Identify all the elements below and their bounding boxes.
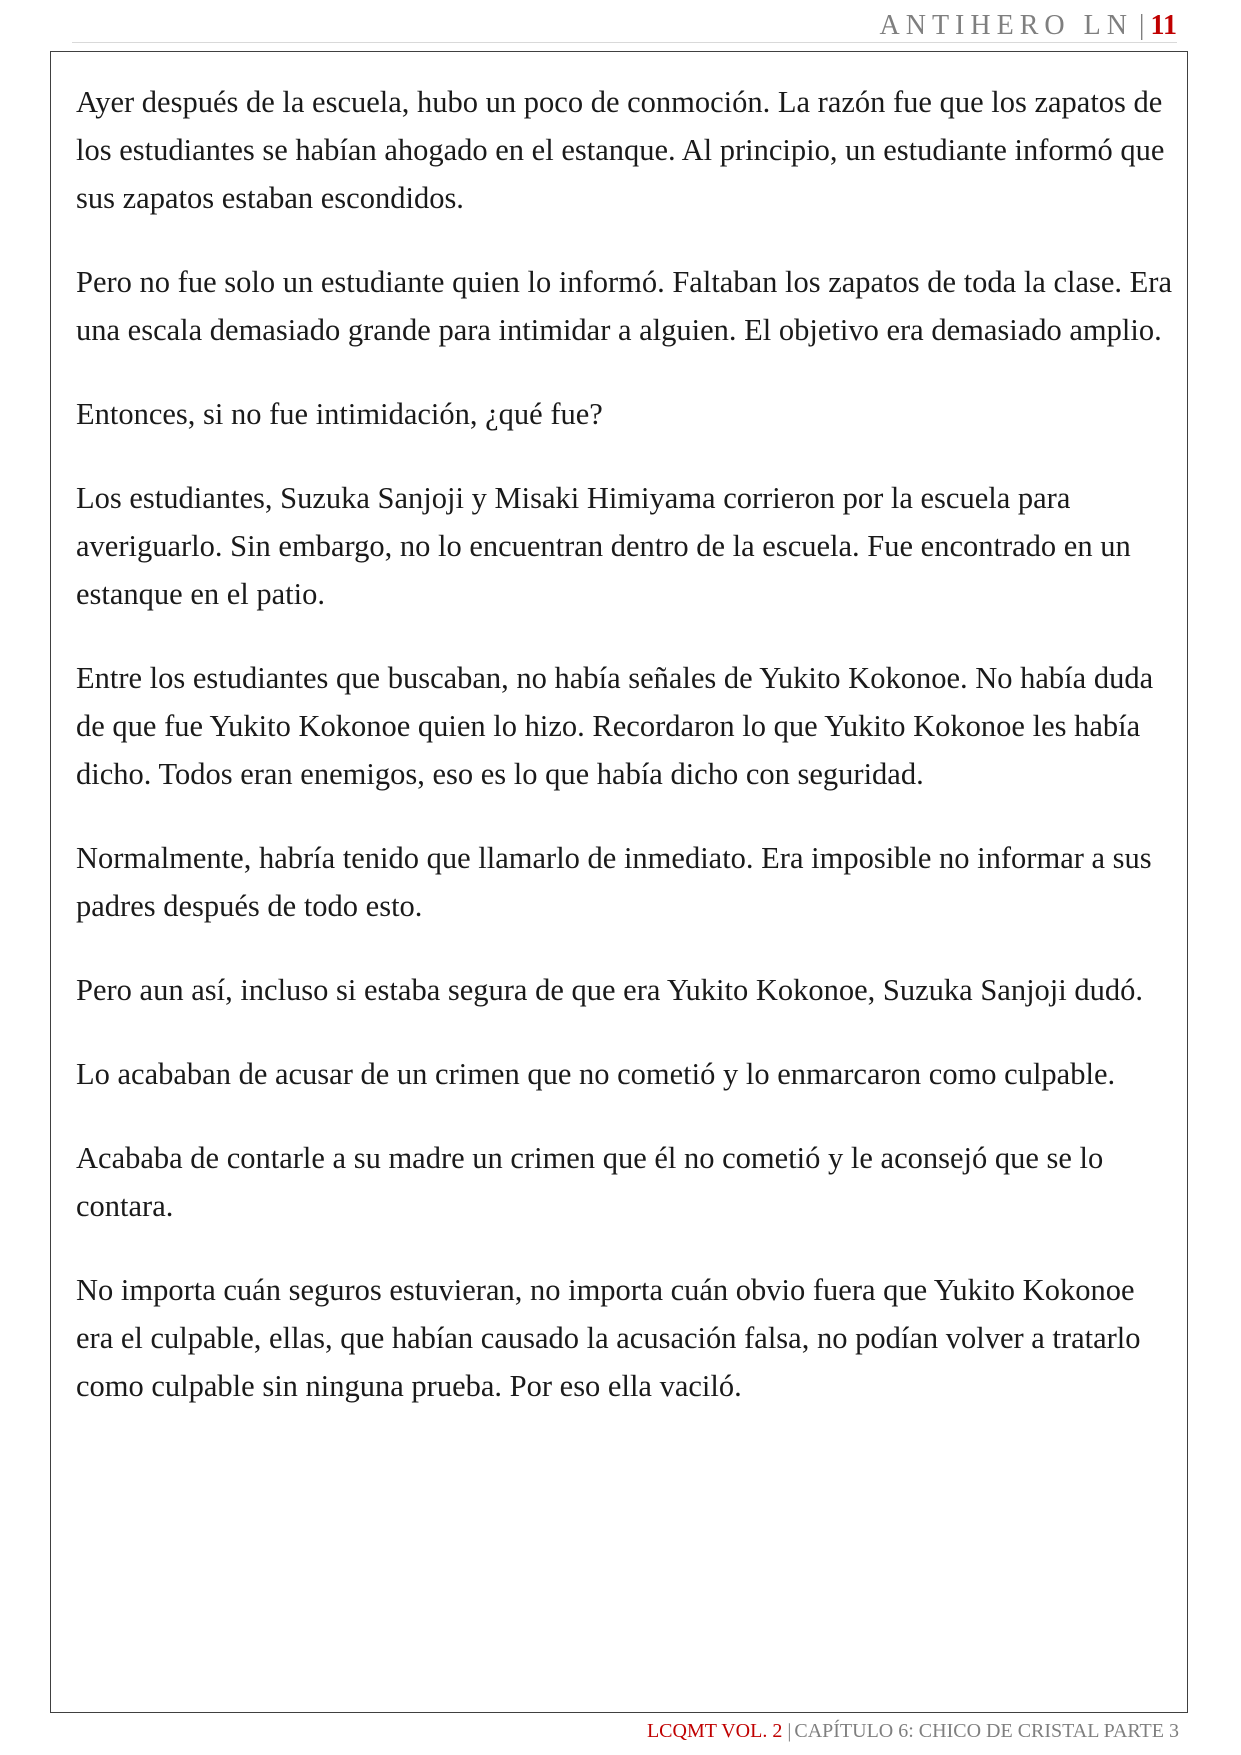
paragraph: Entonces, si no fue intimidación, ¿qué fue? [76, 397, 603, 431]
paragraph: Normalmente, habría tenido que llamarlo de inmediato. Era imposible no informar a sus padres después de todo esto. [76, 841, 1152, 923]
footer-series: LCQMT VOL. 2 [646, 1720, 783, 1742]
footer-separator: | [787, 1720, 792, 1742]
paragraph: Lo acababan de acusar de un crimen que no cometió y lo enmarcaron como culpable. [76, 1057, 1116, 1091]
body-text [76, 78, 1176, 1446]
paragraph: Los estudiantes, Suzuka Sanjoji y Misaki Himiyama corrieron por la escuela para averiguarlo. Sin embargo, no lo encuentran dentro de la escuela. Fue encontrado en un estanque en el patio. [76, 481, 1131, 611]
page-footer [647, 1720, 1179, 1743]
paragraph: Pero no fue solo un estudiante quien lo informó. Faltaban los zapatos de toda la clase. Era una escala demasiado grande para intimidar a alguien. El objetivo era demasiado amplio. [76, 265, 1173, 347]
page-number: 11 [1150, 10, 1177, 41]
paragraph: No importa cuán seguros estuvieran, no importa cuán obvio fuera que Yukito Kokonoe era el culpable, ellas, que habían causado la acusación falsa, no podían volver a tratarlo como culpable sin ninguna prueba. Por eso ella vaciló. [76, 1273, 1141, 1403]
header-separator: | [1138, 10, 1145, 41]
paragraph: Pero aun así, incluso si estaba segura de que era Yukito Kokonoe, Suzuka Sanjoji dudó. [76, 973, 1143, 1007]
paragraph: Acababa de contarle a su madre un crimen que él no cometió y le aconsejó que se lo contara. [76, 1141, 1104, 1223]
header-rule [72, 42, 1177, 43]
paragraph: Entre los estudiantes que buscaban, no había señales de Yukito Kokonoe. No había duda de que fue Yukito Kokonoe quien lo hizo. Recordaron lo que Yukito Kokonoe les había dicho. Todos eran enemigos, eso es lo que había dicho con seguridad. [76, 661, 1154, 791]
site-name: ANTIHERO LN [879, 10, 1133, 41]
page-header [880, 6, 1178, 46]
footer-chapter: CAPÍTULO 6: CHICO DE CRISTAL PARTE 3 [794, 1720, 1179, 1742]
paragraph: Ayer después de la escuela, hubo un poco de conmoción. La razón fue que los zapatos de los estudiantes se habían ahogado en el estanque. Al principio, un estudiante informó que sus zapatos estaban escondidos. [76, 85, 1165, 215]
